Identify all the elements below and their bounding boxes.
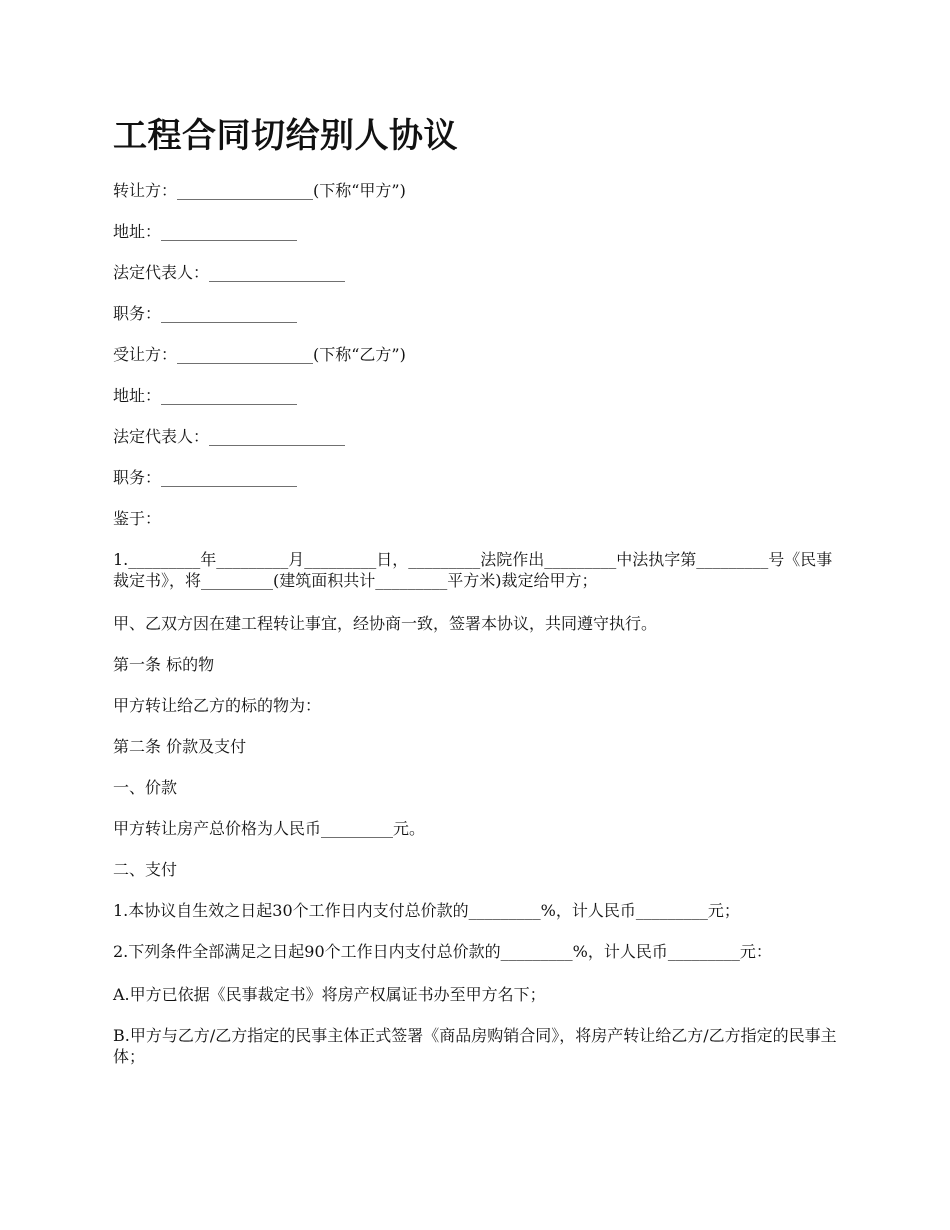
agreement-intro: 甲、乙双方因在建工程转让事宜，经协商一致，签署本协议，共同遵守执行。 xyxy=(113,614,658,633)
transferor-position-line: 职务：_________________ xyxy=(113,304,298,323)
whereas-clause-1: 1._________年_________月_________日，_________法院作出_________中法执字第_________号《民事裁定书》，将_________(建筑面积共计_________平方米)裁定给甲方； xyxy=(113,550,833,590)
payment-item-1: 1.本协议自生效之日起30个工作日内支付总价款的_________%，计人民币_________元； xyxy=(113,901,740,920)
transferee-legal-rep-line: 法定代表人：_________________ xyxy=(113,427,346,446)
condition-b: B.甲方与乙方/乙方指定的民事主体正式签署《商品房购销合同》，将房产转让给乙方/乙方指定的民事主体； xyxy=(113,1026,837,1066)
document-page xyxy=(113,110,840,1089)
transferor-line: 转让方：_________________(下称“甲方”) xyxy=(113,181,406,200)
article-1-body: 甲方转让给乙方的标的物为： xyxy=(113,696,322,715)
transferee-line: 受让方：_________________(下称“乙方”) xyxy=(113,345,406,364)
article-2-heading: 第二条 价款及支付 xyxy=(113,737,247,756)
payment-item-2: 2.下列条件全部满足之日起90个工作日内支付总价款的_________%，计人民币_________元： xyxy=(113,942,772,961)
section-price-body: 甲方转让房产总价格为人民币_________元。 xyxy=(113,819,426,838)
article-1-heading: 第一条 标的物 xyxy=(113,655,215,674)
transferee-address-line: 地址：_________________ xyxy=(113,386,298,405)
section-payment-heading: 二、支付 xyxy=(113,860,178,879)
whereas-heading: 鉴于： xyxy=(113,509,162,528)
transferor-address-line: 地址：_________________ xyxy=(113,222,298,241)
section-price-heading: 一、价款 xyxy=(113,778,178,797)
transferee-position-line: 职务：_________________ xyxy=(113,468,298,487)
condition-a: A.甲方已依据《民事裁定书》将房产权属证书办至甲方名下； xyxy=(113,985,546,1004)
document-title: 工程合同切给别人协议 xyxy=(113,116,458,156)
transferor-legal-rep-line: 法定代表人：_________________ xyxy=(113,263,346,282)
